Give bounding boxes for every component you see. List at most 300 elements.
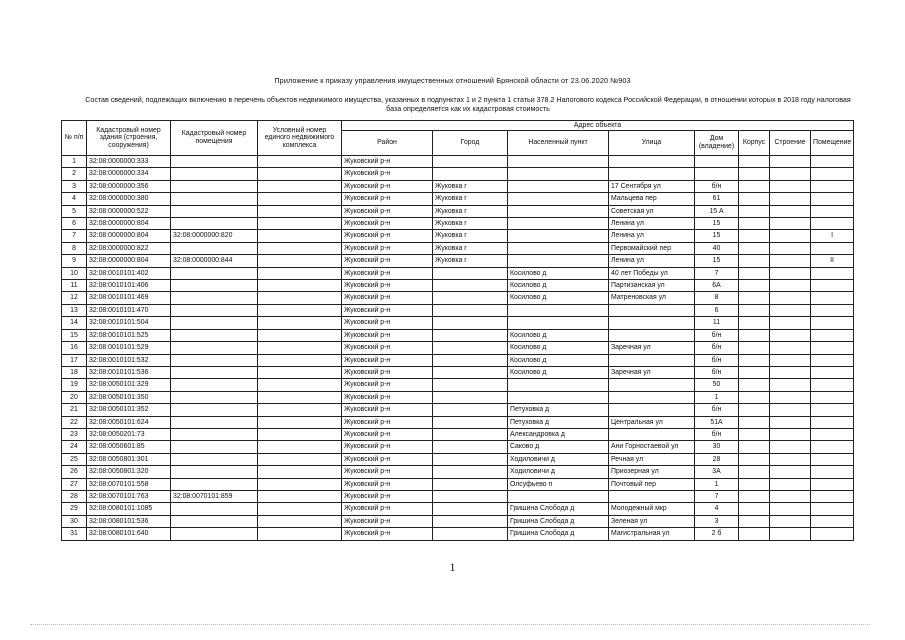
cell-building: [770, 503, 811, 515]
cell-cad-room: [171, 292, 258, 304]
cell-room: [811, 354, 854, 366]
table-row: [62, 490, 854, 502]
cell-korpus: [739, 453, 770, 465]
cell-locality: Петуховка д: [508, 416, 609, 428]
cell-korpus: [739, 428, 770, 440]
cell-cond-number: [258, 428, 342, 440]
cell-room: [811, 366, 854, 378]
cell-house: 4: [695, 503, 739, 515]
cell-building: [770, 441, 811, 453]
cell-district: Жуковский р-н: [342, 280, 433, 292]
cell-room: [811, 180, 854, 192]
cell-cond-number: [258, 478, 342, 490]
cell-building: [770, 193, 811, 205]
cell-house: 50: [695, 379, 739, 391]
header-cad-building: Кадастровый номер здания (строения, сооружения): [87, 121, 171, 156]
cell-city: [433, 267, 508, 279]
cell-locality: [508, 317, 609, 329]
cell-district: Жуковский р-н: [342, 391, 433, 403]
cell-city: Жуковка г: [433, 180, 508, 192]
cell-district: Жуковский р-н: [342, 255, 433, 267]
cell-house: 7: [695, 490, 739, 502]
cell-num: 28: [62, 490, 87, 502]
cell-room: [811, 379, 854, 391]
cell-district: Жуковский р-н: [342, 156, 433, 168]
cell-city: [433, 317, 508, 329]
cell-house: б/н: [695, 342, 739, 354]
cell-cad-building: 32:08:0000000:522: [87, 205, 171, 217]
cell-cond-number: [258, 292, 342, 304]
cell-cad-building: 32:08:0080101:1085: [87, 503, 171, 515]
cell-room: [811, 490, 854, 502]
cell-street: [609, 379, 695, 391]
cell-korpus: [739, 478, 770, 490]
cell-house: 15 А: [695, 205, 739, 217]
table-row: [62, 255, 854, 267]
cell-street: [609, 428, 695, 440]
cell-korpus: [739, 168, 770, 180]
cell-cad-building: 32:08:0000000:804: [87, 255, 171, 267]
cell-street: [609, 329, 695, 341]
cell-cad-building: 32:08:0010101:402: [87, 267, 171, 279]
cell-street: Ленина ул: [609, 255, 695, 267]
cell-cad-room: [171, 317, 258, 329]
cell-building: [770, 404, 811, 416]
cell-city: [433, 280, 508, 292]
cell-building: [770, 267, 811, 279]
cell-korpus: [739, 205, 770, 217]
appendix-title: Приложение к приказу управления имущественных отношений Брянской области от 23.06.2020 №903: [274, 76, 631, 85]
cell-cad-room: [171, 478, 258, 490]
cell-house: 7: [695, 267, 739, 279]
cell-cad-building: 32:08:0000000:334: [87, 168, 171, 180]
cell-building: [770, 379, 811, 391]
cell-building: [770, 354, 811, 366]
cell-district: Жуковский р-н: [342, 503, 433, 515]
table-row: [62, 267, 854, 279]
cell-district: Жуковский р-н: [342, 379, 433, 391]
cell-building: [770, 218, 811, 230]
cell-korpus: [739, 342, 770, 354]
cell-room: [811, 267, 854, 279]
cell-cad-building: 32:08:0000000:356: [87, 180, 171, 192]
cell-korpus: [739, 242, 770, 254]
cell-city: [433, 342, 508, 354]
cell-cad-room: [171, 267, 258, 279]
cell-building: [770, 342, 811, 354]
cell-house: 61: [695, 193, 739, 205]
cell-cond-number: [258, 391, 342, 403]
cell-room: [811, 478, 854, 490]
cell-city: Жуковка г: [433, 230, 508, 242]
cell-district: Жуковский р-н: [342, 342, 433, 354]
cell-room: [811, 416, 854, 428]
table-row: [62, 354, 854, 366]
cell-street: Матреновская ул: [609, 292, 695, 304]
cell-cond-number: [258, 441, 342, 453]
cell-city: Жуковка г: [433, 242, 508, 254]
cell-street: [609, 391, 695, 403]
header-building: Строение: [770, 131, 811, 156]
cell-cad-building: 32:08:0080101:640: [87, 528, 171, 540]
cell-cad-building: 32:08:0000000:380: [87, 193, 171, 205]
cell-city: [433, 528, 508, 540]
cell-korpus: [739, 218, 770, 230]
table-row: [62, 453, 854, 465]
cell-cond-number: [258, 317, 342, 329]
cell-locality: Гришина Слобода д: [508, 528, 609, 540]
cell-room: [811, 528, 854, 540]
cell-cad-building: 32:08:0000000:804: [87, 218, 171, 230]
header-locality: Населенный пункт: [508, 131, 609, 156]
cell-num: 8: [62, 242, 87, 254]
cell-cad-room: [171, 218, 258, 230]
document-subtitle: Состав сведений, подлежащих включению в перечень объектов недвижимого имущества, указанных в подпунктах 1 и 2 пункта 1 статьи 378.2 Налогового кодекса Российской Федерации, в отношении которых в 2018 году налоговая база определяется как их кадастровая стоимость: [85, 96, 851, 113]
cell-city: [433, 515, 508, 527]
cell-korpus: [739, 379, 770, 391]
cell-korpus: [739, 193, 770, 205]
cell-house: б/н: [695, 329, 739, 341]
cell-cond-number: [258, 329, 342, 341]
cell-num: 5: [62, 205, 87, 217]
header-street: Улица: [609, 131, 695, 156]
cell-house: [695, 168, 739, 180]
table-row: [62, 441, 854, 453]
cell-num: 31: [62, 528, 87, 540]
cell-district: Жуковский р-н: [342, 416, 433, 428]
cell-city: [433, 304, 508, 316]
cell-building: [770, 280, 811, 292]
cell-city: [433, 453, 508, 465]
cell-num: 9: [62, 255, 87, 267]
cell-house: б/н: [695, 354, 739, 366]
table-row: [62, 515, 854, 527]
cell-city: [433, 428, 508, 440]
cell-building: [770, 242, 811, 254]
cell-locality: [508, 242, 609, 254]
cell-num: 30: [62, 515, 87, 527]
header-num: № п/п: [62, 121, 87, 156]
cell-korpus: [739, 304, 770, 316]
cell-cad-room: [171, 428, 258, 440]
cell-cond-number: [258, 379, 342, 391]
cell-street: Центральная ул: [609, 416, 695, 428]
cell-street: Партизанская ул: [609, 280, 695, 292]
cell-street: [609, 490, 695, 502]
cell-cad-room: 32:08:0000000:844: [171, 255, 258, 267]
cell-locality: [508, 168, 609, 180]
table-row: [62, 156, 854, 168]
cell-building: [770, 230, 811, 242]
cell-room: [811, 342, 854, 354]
cell-num: 18: [62, 366, 87, 378]
cell-cond-number: [258, 466, 342, 478]
cell-cad-room: [171, 441, 258, 453]
cell-street: Зеленая ул: [609, 515, 695, 527]
cell-city: [433, 391, 508, 403]
cell-room: [811, 503, 854, 515]
cell-building: [770, 453, 811, 465]
cell-district: Жуковский р-н: [342, 490, 433, 502]
cell-cad-room: 32:08:0070101:859: [171, 490, 258, 502]
cell-cond-number: [258, 304, 342, 316]
cell-street: Почтовый пер: [609, 478, 695, 490]
cell-cad-building: 32:08:0010101:470: [87, 304, 171, 316]
cell-house: 1: [695, 391, 739, 403]
cell-cond-number: [258, 267, 342, 279]
cell-building: [770, 391, 811, 403]
cell-cad-building: 32:08:0010101:504: [87, 317, 171, 329]
cell-cond-number: [258, 218, 342, 230]
cell-cad-room: [171, 466, 258, 478]
cell-cad-room: [171, 379, 258, 391]
cell-house: 8: [695, 292, 739, 304]
cell-street: Речная ул: [609, 453, 695, 465]
cell-district: Жуковский р-н: [342, 218, 433, 230]
cell-num: 4: [62, 193, 87, 205]
cell-city: [433, 503, 508, 515]
cell-building: [770, 466, 811, 478]
cell-building: [770, 490, 811, 502]
cell-house: [695, 156, 739, 168]
cell-street: Приозерная ул: [609, 466, 695, 478]
cell-cond-number: [258, 528, 342, 540]
cell-district: Жуковский р-н: [342, 428, 433, 440]
cell-district: Жуковский р-н: [342, 230, 433, 242]
table-row: [62, 366, 854, 378]
cell-locality: Ходиловичи д: [508, 453, 609, 465]
cell-cad-room: [171, 156, 258, 168]
cell-street: Ани Горностаевой ул: [609, 441, 695, 453]
cell-num: 1: [62, 156, 87, 168]
cell-city: Жуковка г: [433, 255, 508, 267]
cell-locality: [508, 379, 609, 391]
cell-locality: Косилово д: [508, 292, 609, 304]
cell-cond-number: [258, 342, 342, 354]
table-row: [62, 428, 854, 440]
cell-house: 28: [695, 453, 739, 465]
cell-district: Жуковский р-н: [342, 205, 433, 217]
cell-room: [811, 242, 854, 254]
cell-house: 11: [695, 317, 739, 329]
cell-num: 15: [62, 329, 87, 341]
cell-locality: Олсуфьево п: [508, 478, 609, 490]
cell-street: Заречная ул: [609, 366, 695, 378]
cell-street: Советская ул: [609, 205, 695, 217]
table-row: [62, 292, 854, 304]
cell-num: 20: [62, 391, 87, 403]
cell-locality: Косилово д: [508, 267, 609, 279]
cell-cad-building: 32:08:0080101:536: [87, 515, 171, 527]
cell-cond-number: [258, 416, 342, 428]
cell-korpus: [739, 156, 770, 168]
cell-house: 15: [695, 230, 739, 242]
cell-house: 15: [695, 218, 739, 230]
header-city: Город: [433, 131, 508, 156]
cell-cad-building: 32:08:0010101:469: [87, 292, 171, 304]
cell-cad-room: [171, 515, 258, 527]
cell-district: Жуковский р-н: [342, 329, 433, 341]
cell-district: Жуковский р-н: [342, 441, 433, 453]
table-row: [62, 230, 854, 242]
cell-room: [811, 441, 854, 453]
cell-building: [770, 180, 811, 192]
cell-korpus: [739, 466, 770, 478]
cell-street: [609, 304, 695, 316]
cell-street: [609, 156, 695, 168]
cell-cond-number: [258, 255, 342, 267]
cell-num: 21: [62, 404, 87, 416]
cell-num: 10: [62, 267, 87, 279]
cell-num: 24: [62, 441, 87, 453]
cell-locality: [508, 205, 609, 217]
cell-building: [770, 292, 811, 304]
cell-locality: [508, 490, 609, 502]
cell-district: Жуковский р-н: [342, 168, 433, 180]
cell-room: [811, 466, 854, 478]
cell-num: 17: [62, 354, 87, 366]
cell-building: [770, 478, 811, 490]
cell-num: 13: [62, 304, 87, 316]
cell-locality: [508, 391, 609, 403]
cell-num: 29: [62, 503, 87, 515]
table-row: [62, 218, 854, 230]
cell-room: [811, 280, 854, 292]
cell-cad-room: [171, 416, 258, 428]
cell-district: Жуковский р-н: [342, 304, 433, 316]
cell-cad-room: [171, 329, 258, 341]
cell-cad-building: 32:08:0010101:529: [87, 342, 171, 354]
cell-korpus: [739, 267, 770, 279]
cell-district: Жуковский р-н: [342, 354, 433, 366]
cell-cad-building: 32:08:0010101:525: [87, 329, 171, 341]
cell-house: 6: [695, 304, 739, 316]
table-row: [62, 404, 854, 416]
cell-cad-building: 32:08:0050101:350: [87, 391, 171, 403]
cell-room: II: [811, 255, 854, 267]
cell-house: 3А: [695, 466, 739, 478]
cell-city: [433, 292, 508, 304]
page-number: 1: [449, 560, 456, 574]
cell-district: Жуковский р-н: [342, 180, 433, 192]
header-cond-number: Условный номер единого недвижимого комплекса: [258, 121, 342, 156]
cell-korpus: [739, 230, 770, 242]
cell-room: I: [811, 230, 854, 242]
cell-cad-building: 32:08:0050801:301: [87, 453, 171, 465]
cell-num: 3: [62, 180, 87, 192]
scan-edge-line: [30, 624, 870, 626]
cell-street: [609, 354, 695, 366]
table-row: [62, 180, 854, 192]
cell-korpus: [739, 180, 770, 192]
cell-building: [770, 515, 811, 527]
header-korpus: Корпус: [739, 131, 770, 156]
cell-cond-number: [258, 205, 342, 217]
table-row: [62, 205, 854, 217]
table-row: [62, 193, 854, 205]
table-row: [62, 466, 854, 478]
cell-locality: Косилово д: [508, 354, 609, 366]
cell-korpus: [739, 528, 770, 540]
cell-district: Жуковский р-н: [342, 366, 433, 378]
cell-locality: Гришина Слобода д: [508, 515, 609, 527]
cell-cond-number: [258, 354, 342, 366]
cell-district: Жуковский р-н: [342, 466, 433, 478]
cell-street: 40 лет Победы ул: [609, 267, 695, 279]
cell-korpus: [739, 354, 770, 366]
cell-house: б/н: [695, 428, 739, 440]
cell-cad-building: 32:08:0050801:320: [87, 466, 171, 478]
table-body: [62, 156, 854, 541]
cell-cad-room: [171, 304, 258, 316]
cell-num: 25: [62, 453, 87, 465]
table-row: [62, 528, 854, 540]
cell-building: [770, 428, 811, 440]
cell-cad-room: [171, 354, 258, 366]
cell-room: [811, 515, 854, 527]
cell-cad-room: [171, 404, 258, 416]
cell-cad-room: [171, 193, 258, 205]
cell-locality: Ходиловичи д: [508, 466, 609, 478]
cell-house: 6А: [695, 280, 739, 292]
cell-cad-building: 32:08:0070101:558: [87, 478, 171, 490]
cell-locality: Косилово д: [508, 342, 609, 354]
cell-num: 2: [62, 168, 87, 180]
cell-locality: Александровка д: [508, 428, 609, 440]
cell-city: [433, 441, 508, 453]
cell-building: [770, 168, 811, 180]
cell-num: 19: [62, 379, 87, 391]
cell-num: 16: [62, 342, 87, 354]
cell-korpus: [739, 255, 770, 267]
cell-street: [609, 404, 695, 416]
cell-building: [770, 366, 811, 378]
table-row: [62, 329, 854, 341]
cell-house: 51А: [695, 416, 739, 428]
cell-cad-building: 32:08:0010101:406: [87, 280, 171, 292]
cell-street: Мальцева пер: [609, 193, 695, 205]
cell-cond-number: [258, 156, 342, 168]
cell-korpus: [739, 503, 770, 515]
table-row: [62, 242, 854, 254]
cell-room: [811, 329, 854, 341]
cell-cad-room: [171, 342, 258, 354]
cell-korpus: [739, 441, 770, 453]
header-address-group: Адрес объекта: [342, 121, 854, 131]
cell-cad-room: [171, 453, 258, 465]
cell-korpus: [739, 317, 770, 329]
cell-cond-number: [258, 404, 342, 416]
cell-district: Жуковский р-н: [342, 478, 433, 490]
cell-cad-building: 32:08:0010101:532: [87, 354, 171, 366]
cell-cad-room: [171, 503, 258, 515]
cell-street: [609, 317, 695, 329]
cell-cond-number: [258, 503, 342, 515]
cell-num: 27: [62, 478, 87, 490]
cell-locality: Косилово д: [508, 329, 609, 341]
cell-house: б/н: [695, 366, 739, 378]
cell-cond-number: [258, 180, 342, 192]
cell-locality: Косилово д: [508, 280, 609, 292]
cell-room: [811, 156, 854, 168]
cell-room: [811, 428, 854, 440]
cell-korpus: [739, 490, 770, 502]
cell-city: [433, 466, 508, 478]
table-row: [62, 317, 854, 329]
cell-locality: Петуховка д: [508, 404, 609, 416]
cell-district: Жуковский р-н: [342, 242, 433, 254]
cell-room: [811, 304, 854, 316]
